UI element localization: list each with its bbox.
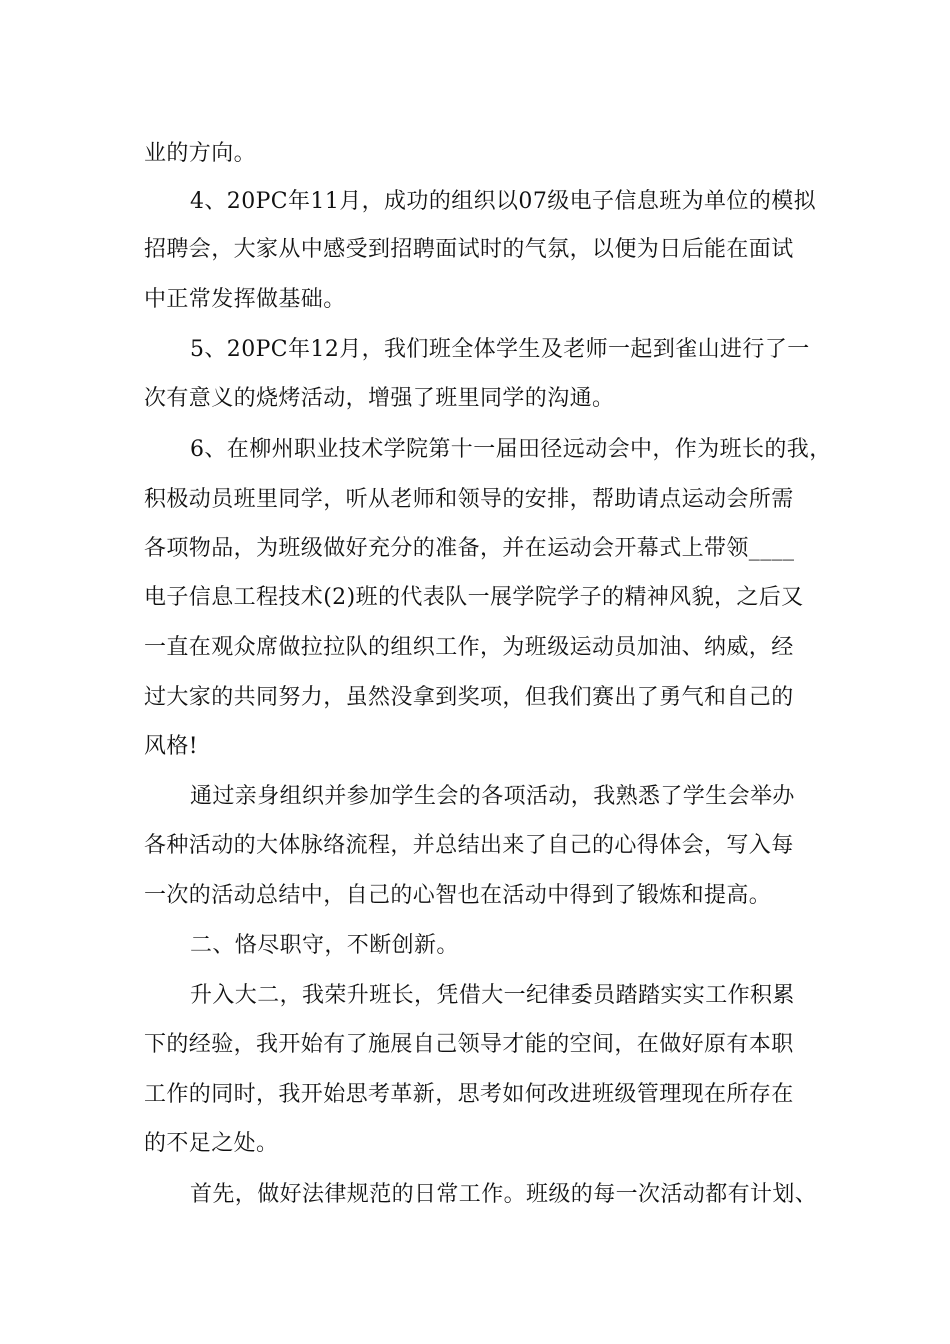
text-line: 下的经验，我开始有了施展自己领导才能的空间，在做好原有本职 bbox=[144, 1032, 794, 1057]
text-line: 招聘会，大家从中感受到招聘面试时的气氛，以便为日后能在面试 bbox=[144, 237, 794, 262]
section-heading: 二、恪尽职守，不断创新。 bbox=[190, 933, 459, 958]
text-line: 首先，做好法律规范的日常工作。班级的每一次活动都有计划、 bbox=[190, 1182, 818, 1207]
text-line: 6、在柳州职业技术学院第十一届田径远动会中，作为班长的我， bbox=[190, 437, 832, 462]
text-line: 升入大二，我荣升班长，凭借大一纪律委员踏踏实实工作积累 bbox=[190, 983, 795, 1008]
text-line: 过大家的共同努力，虽然没拿到奖项，但我们赛出了勇气和自己的 bbox=[144, 685, 794, 710]
text-line: 中正常发挥做基础。 bbox=[144, 287, 346, 312]
text-line: 通过亲身组织并参加学生会的各项活动，我熟悉了学生会举办 bbox=[190, 784, 795, 809]
text-line: 各种活动的大体脉络流程，并总结出来了自己的心得体会，写入每 bbox=[144, 833, 794, 858]
text-line: 业的方向。 bbox=[144, 141, 257, 166]
text-line: 一直在观众席做拉拉队的组织工作，为班级运动员加油、纳威，经 bbox=[144, 635, 794, 660]
text-line: 工作的同时，我开始思考革新，思考如何改进班级管理现在所存在 bbox=[144, 1082, 794, 1107]
text-line: 次有意义的烧烤活动，增强了班里同学的沟通。 bbox=[144, 386, 615, 411]
text-line: 的不足之处。 bbox=[144, 1131, 279, 1156]
text-line: 5、20PC年12月，我们班全体学生及老师一起到雀山进行了一 bbox=[190, 337, 810, 362]
text-line: 积极动员班里同学，听从老师和领导的安排，帮助请点运动会所需 bbox=[144, 487, 794, 512]
text-line: 风格! bbox=[144, 734, 199, 759]
text-line: 各项物品，为班级做好充分的准备，并在运动会开幕式上带领____ bbox=[144, 536, 795, 561]
text-line: 电子信息工程技术(2)班的代表队一展学院学子的精神风貌，之后又 bbox=[144, 585, 804, 610]
text-line: 4、20PC年11月，成功的组织以07级电子信息班为单位的模拟 bbox=[190, 189, 817, 214]
text-line: 一次的活动总结中，自己的心智也在活动中得到了锻炼和提高。 bbox=[144, 883, 772, 908]
